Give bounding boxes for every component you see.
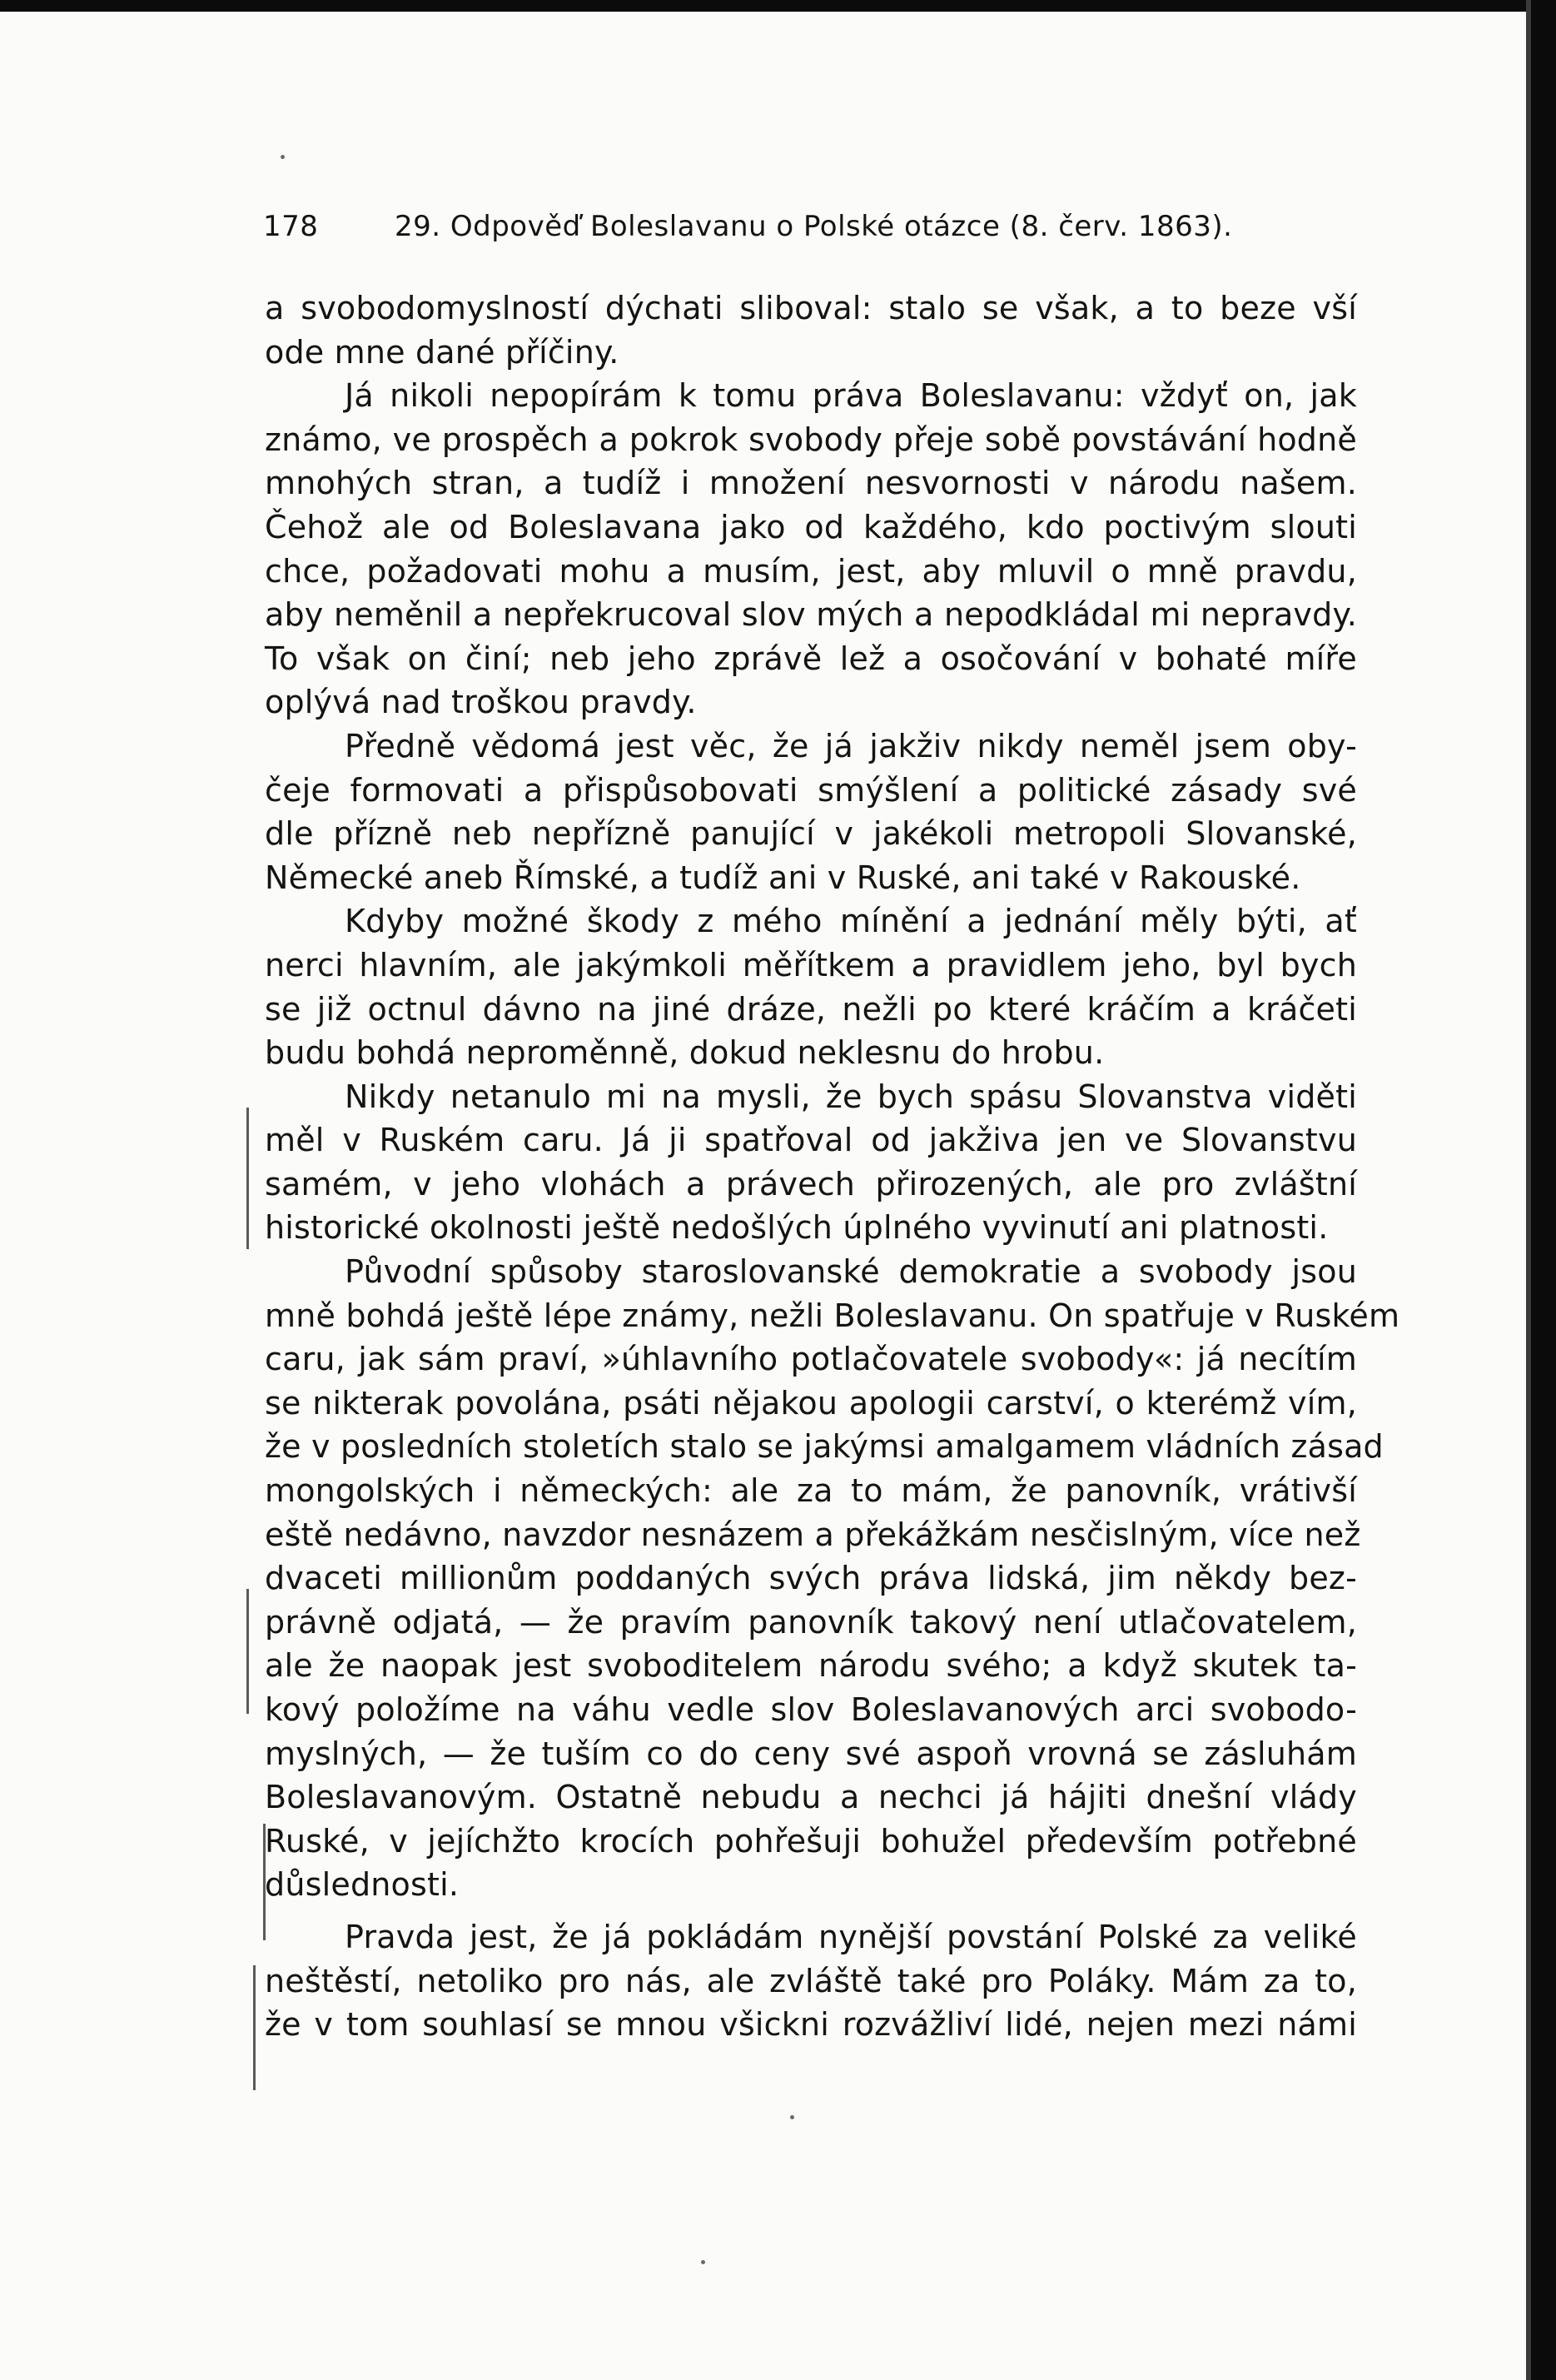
paragraph-first-line: Předně vědomá jest věc, že já jakživ nikdy neměl jsem oby-: [345, 727, 1357, 764]
text-line: že v tom souhlasí se mnou všickni rozvážliví lidé, nejen mezi námi: [265, 2006, 1357, 2044]
margin-pencil-mark: [246, 1589, 249, 1714]
scan-speck: [701, 2260, 705, 2264]
running-head: 29. Odpověď Boleslavanu o Polské otázce (8. červ. 1863).: [395, 210, 1233, 243]
page-header: [263, 210, 1362, 260]
text-line: důslednosti.: [265, 1866, 460, 1904]
scan-speck: [281, 155, 285, 159]
text-line: mongolských i německých: ale za to mám, že panovník, vrátivší: [265, 1472, 1357, 1510]
text-line: a svobodomyslností dýchati sliboval: stalo se však, a to beze vší: [265, 290, 1357, 326]
text-line: známo, ve prospěch a pokrok svobody přeje sobě povstávání hodně: [265, 421, 1357, 458]
paragraph-first-line: Původní spůsoby staroslovanské demokratie a svobody jsou: [345, 1253, 1357, 1291]
text-line: mně bohdá ještě lépe známy, nežli Boleslavanu. On spatřuje v Ruském: [265, 1297, 1400, 1334]
text-line: se nikterak povolána, psáti nějakou apologii carství, o kterémž vím,: [265, 1384, 1357, 1422]
text-line: samém, v jeho vlohách a právech přirozených, ale pro zvláštní: [265, 1165, 1357, 1202]
paragraph-first-line: Nikdy netanulo mi na mysli, že bych spásu Slovanstva viděti: [345, 1078, 1357, 1115]
text-line: kový položíme na váhu vedle slov Boleslavanových arci svobodo-: [265, 1691, 1357, 1728]
text-line: ale že naopak jest svoboditelem národu svého; a když skutek ta-: [265, 1647, 1357, 1685]
text-line: dvaceti millionům poddaných svých práva lidská, jim někdy bez-: [265, 1560, 1357, 1597]
scan-speck: [790, 2115, 794, 2119]
text-line: chce, požadovati mohu a musím, jest, aby mluvil o mně pravdu,: [265, 552, 1357, 590]
text-line: měl v Ruském caru. Já ji spatřoval od jakživa jen ve Slovanstvu: [265, 1122, 1357, 1159]
text-line: historické okolnosti ještě nedošlých úplného vyvinutí ani platnosti.: [265, 1209, 1329, 1247]
text-line: ode mne dané příčiny.: [265, 333, 619, 371]
text-line: oplývá nad troškou pravdy.: [265, 684, 697, 721]
paragraph-first-line: Kdyby možné škody z mého mínění a jednání měly býti, ať: [345, 903, 1357, 940]
text-line: se již octnul dávno na jiné dráze, nežli po které kráčím a kráčeti: [265, 990, 1357, 1028]
text-line: Ruské, v jejíchžto krocích pohřešuji bohužel především potřebné: [265, 1822, 1357, 1860]
page-number: 178: [263, 210, 319, 243]
text-line: budu bohdá neproměnně, dokud neklesnu do hrobu.: [265, 1034, 1105, 1072]
paragraph-first-line: Já nikoli nepopírám k tomu práva Boleslavanu: vždyť on, jak: [345, 377, 1357, 415]
text-line: aby neměnil a nepřekrucoval slov mých a nepodkládal mi nepravdy.: [265, 596, 1357, 634]
text-line: dle přízně neb nepřízně panující v jakékoli metropoli Slovanské,: [265, 815, 1357, 853]
text-line: mnohých stran, a tudíž i množení nesvornosti v národu našem.: [265, 465, 1357, 502]
text-line: caru, jak sám praví, »úhlavního potlačovatele svobody«: já necítím: [265, 1341, 1357, 1378]
paragraph-first-line: Pravda jest, že já pokládám nynější povstání Polské za veliké: [345, 1918, 1357, 1955]
margin-pencil-mark: [246, 1108, 249, 1249]
text-line: neštěstí, netoliko pro nás, ale zvláště také pro Poláky. Mám za to,: [265, 1962, 1357, 1999]
scan-edge-top: [0, 0, 1556, 12]
text-line: Boleslavanovým. Ostatně nebudu a nechci já hájiti dnešní vlády: [265, 1779, 1357, 1816]
text-line: To však on činí; neb jeho zprávě lež a osočování v bohaté míře: [265, 640, 1357, 677]
text-line: myslných, — že tuším co do ceny své aspoň vrovná se zásluhám: [265, 1735, 1357, 1772]
text-line: že v posledních stoletích stalo se jakýmsi amalgamem vládních zásad: [265, 1428, 1384, 1466]
text-line: nerci hlavním, ale jakýmkoli měřítkem a pravidlem jeho, byl bych: [265, 946, 1357, 983]
text-line: Německé aneb Římské, a tudíž ani v Ruské, ani také v Rakouské.: [265, 859, 1301, 896]
scan-edge-right: [1531, 0, 1556, 2380]
text-line: Čehož ale od Boleslavana jako od každého, kdo poctivým slouti: [265, 508, 1357, 545]
text-line: eště nedávno, navzdor nesnázem a překážkám nesčislným, více než: [265, 1516, 1361, 1553]
text-line: čeje formovati a přispůsobovati smýšlení a politické zásady své: [265, 771, 1357, 809]
body-text: [265, 286, 1400, 2047]
text-line: právně odjatá, — že pravím panovník takový není utlačovatelem,: [265, 1603, 1357, 1641]
margin-pencil-mark: [253, 1965, 256, 2090]
